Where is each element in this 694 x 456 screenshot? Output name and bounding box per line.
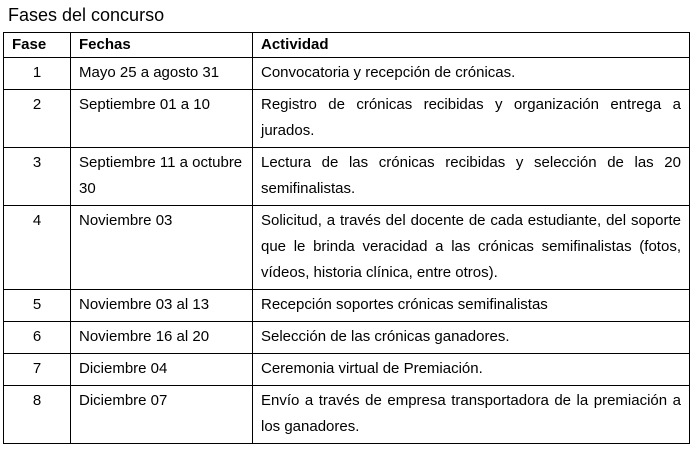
fechas-cell: Septiembre 01 a 10 xyxy=(71,90,253,148)
table-row xyxy=(4,322,690,354)
table-row xyxy=(4,290,690,322)
page-title: Fases del concurso xyxy=(8,5,165,25)
table-row xyxy=(4,206,690,290)
header-fechas: Fechas xyxy=(71,33,253,58)
fechas-cell: Noviembre 03 xyxy=(71,206,253,290)
actividad-cell: Recepción soportes crónicas semifinalistas xyxy=(253,290,690,322)
table-row xyxy=(4,90,690,148)
table-row xyxy=(4,354,690,386)
table-row xyxy=(4,148,690,206)
fase-cell: 5 xyxy=(4,290,71,322)
actividad-cell: Solicitud, a través del docente de cada estudiante, del soporte que le brinda veracidad a las crónicas semifinalistas (fotos, vídeos, historia clínica, entre otros). xyxy=(253,206,690,290)
fase-cell: 8 xyxy=(4,386,71,444)
phases-table xyxy=(3,32,690,444)
fase-cell: 1 xyxy=(4,58,71,90)
fase-cell: 6 xyxy=(4,322,71,354)
fechas-cell: Mayo 25 a agosto 31 xyxy=(71,58,253,90)
fechas-cell: Diciembre 07 xyxy=(71,386,253,444)
actividad-cell: Ceremonia virtual de Premiación. xyxy=(253,354,690,386)
header-fase: Fase xyxy=(4,33,71,58)
table-row xyxy=(4,58,690,90)
fechas-cell: Septiembre 11 a octubre 30 xyxy=(71,148,253,206)
actividad-cell: Envío a través de empresa transportadora de la premiación a los ganadores. xyxy=(253,386,690,444)
fase-cell: 3 xyxy=(4,148,71,206)
fase-cell: 2 xyxy=(4,90,71,148)
fase-cell: 7 xyxy=(4,354,71,386)
fechas-cell: Noviembre 03 al 13 xyxy=(71,290,253,322)
table-header-row xyxy=(4,33,690,58)
actividad-cell: Registro de crónicas recibidas y organización entrega a jurados. xyxy=(253,90,690,148)
fechas-cell: Noviembre 16 al 20 xyxy=(71,322,253,354)
table-row xyxy=(4,386,690,444)
header-actividad: Actividad xyxy=(253,33,690,58)
actividad-cell: Convocatoria y recepción de crónicas. xyxy=(253,58,690,90)
fechas-cell: Diciembre 04 xyxy=(71,354,253,386)
fase-cell: 4 xyxy=(4,206,71,290)
actividad-cell: Lectura de las crónicas recibidas y selección de las 20 semifinalistas. xyxy=(253,148,690,206)
actividad-cell: Selección de las crónicas ganadores. xyxy=(253,322,690,354)
